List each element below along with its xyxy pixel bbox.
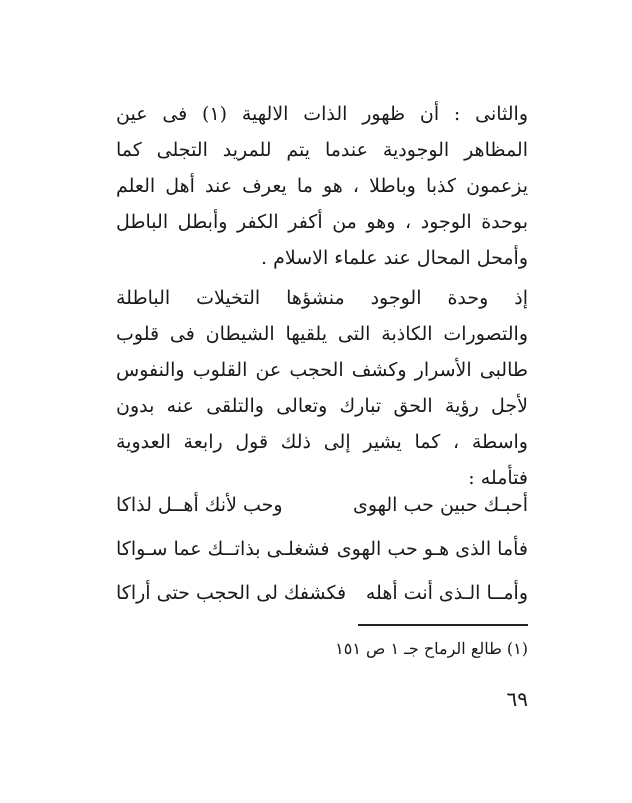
page-number: ٦٩ — [506, 687, 528, 711]
footnote-separator — [358, 624, 528, 626]
text-line: واسطة ، كما يشير إلى ذلك قول رابعة العدوية — [116, 431, 528, 453]
text-line: طالبى الأسرار وكشف الحجب عن القلوب والنفوس — [116, 359, 528, 381]
verse-second-half: وحب لأنك أهــل لذاكا — [116, 494, 283, 516]
poem-verse — [116, 527, 528, 571]
text-line: بوحدة الوجود ، وهو من أكفر الكفر وأبطل الباطل — [116, 211, 528, 233]
poem — [116, 483, 528, 615]
verse-first-half: أحبـك حبين حب الهوى — [352, 494, 528, 516]
text-line: المظاهر الوجودية عندما يتم للمريد التجلى كما — [116, 139, 528, 161]
text-line: وأمحل المحال عند علماء الاسلام . — [261, 247, 528, 269]
verse-first-half: وأمــا الـذى أنت أهله — [365, 582, 528, 604]
paragraph-2 — [116, 280, 528, 496]
footnote: (١) طالع الرماح جـ ١ ص ١٥١ — [335, 639, 528, 658]
verse-first-half: فأما الذى هـو حب الهوى — [336, 538, 528, 560]
poem-verse — [116, 483, 528, 527]
paragraph-1 — [116, 96, 528, 276]
verse-second-half: فكشفك لى الحجب حتى أراكا — [116, 582, 347, 604]
text-line: والثانى : أن ظهور الذات الالهية (١) فى عين — [116, 103, 528, 125]
text-line: لأجل رؤية الحق تبارك وتعالى والتلقى عنه بدون — [116, 395, 528, 417]
poem-verse — [116, 571, 528, 615]
text-line: والتصورات الكاذبة التى يلقيها الشيطان فى قلوب — [116, 323, 528, 345]
text-line: يزعمون كذبا وباطلا ، هو ما يعرف عند أهل العلم — [116, 175, 528, 197]
verse-second-half: فشغلـى بذاتــك عما سـواكا — [116, 538, 330, 560]
text-line: إذ وحدة الوجود منشؤها التخيلات الباطلة — [116, 287, 528, 309]
text-line: فتأمله : — [468, 467, 528, 489]
